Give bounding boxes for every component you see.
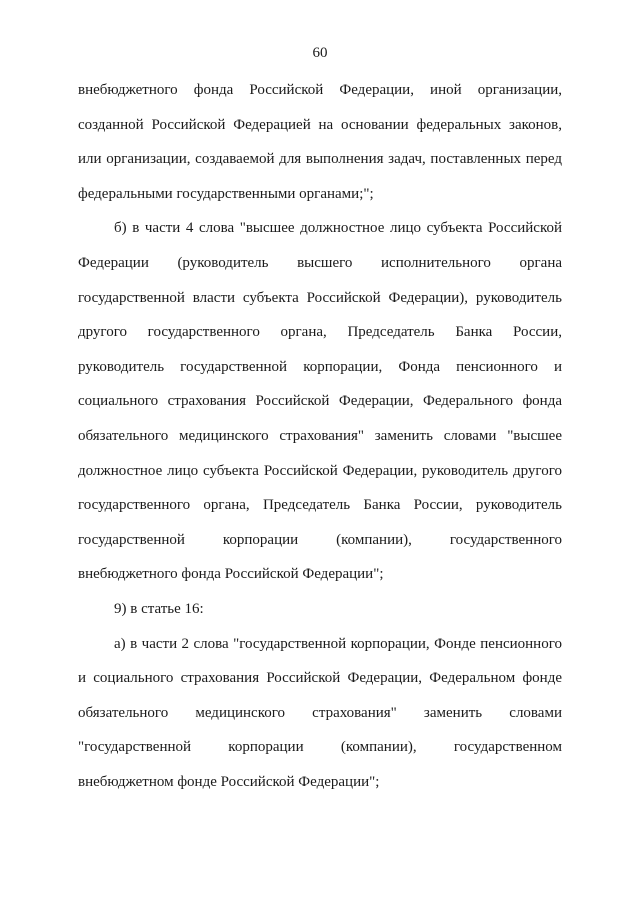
text-line: а) в части 2 слова "государственной корпорации, Фонде пенсионного [114, 635, 562, 652]
text-line: государственного органа, Председатель Банка России, руководитель [78, 497, 562, 514]
text-line: должностное лицо субъекта Российской Федерации, руководитель другого [78, 462, 562, 479]
text-line: внебюджетного фонда Российской Федерации"; [78, 566, 384, 583]
text-line: обязательного медицинского страхования" заменить словами [78, 704, 562, 721]
text-line: социального страхования Российской Федерации, Федерального фонда [78, 393, 562, 410]
text-line: внебюджетном фонде Российской Федерации"; [78, 773, 380, 790]
text-line: б) в части 4 слова "высшее должностное лицо субъекта Российской [114, 220, 562, 237]
text-line: государственной власти субъекта Российской Федерации), руководитель [78, 289, 562, 306]
text-line: Федерации (руководитель высшего исполнительного органа [78, 254, 562, 271]
text-line: "государственной корпорации (компании), государственном [78, 739, 562, 756]
text-line: и социального страхования Российской Федерации, Федеральном фонде [78, 670, 562, 687]
document-body [78, 80, 562, 806]
page-number: 60 [312, 45, 328, 61]
text-line: руководитель государственной корпорации, Фонда пенсионного и [78, 358, 562, 375]
text-line: другого государственного органа, Председатель Банка России, [78, 324, 562, 341]
text-line: созданной Российской Федерацией на основании федеральных законов, [78, 116, 562, 133]
text-line: федеральными государственными органами;"; [78, 185, 374, 202]
text-line: внебюджетного фонда Российской Федерации, иной организации, [78, 82, 562, 98]
text-line: государственной корпорации (компании), государственного [78, 531, 562, 548]
text-line: 9) в статье 16: [114, 600, 204, 617]
text-line: обязательного медицинского страхования" заменить словами "высшее [78, 427, 562, 444]
text-line: или организации, создаваемой для выполнения задач, поставленных перед [78, 151, 562, 168]
